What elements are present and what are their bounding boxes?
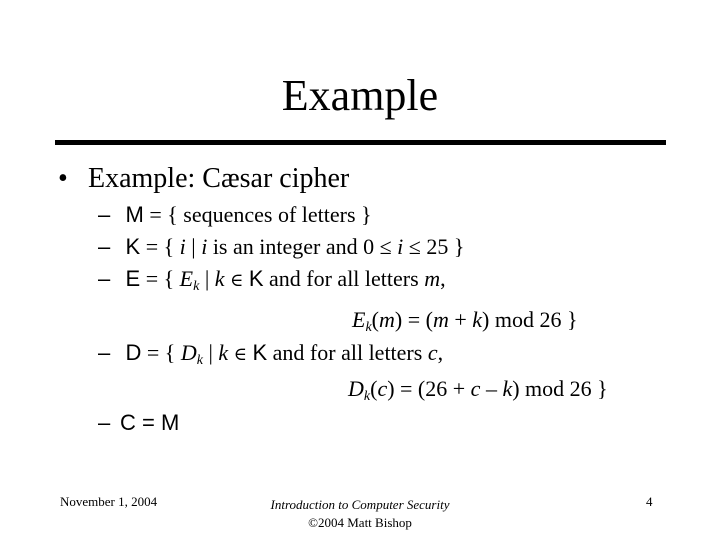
var-e: E xyxy=(352,307,366,332)
message-space-definition: = { sequences of letters } xyxy=(149,202,372,227)
text-segment: | xyxy=(204,266,210,291)
item-decryption xyxy=(98,338,443,370)
item-ciphertext-space xyxy=(98,408,179,438)
dash-glyph: – xyxy=(98,202,111,227)
text-segment: ) = (26 + xyxy=(387,376,466,401)
text-segment: and for all letters xyxy=(269,266,419,291)
var-m: m xyxy=(379,307,395,332)
var-k: k xyxy=(502,376,513,401)
text-segment: ≤ 25 } xyxy=(408,234,465,259)
symbol-m: M xyxy=(125,202,144,227)
var-c: c xyxy=(377,376,388,401)
var-e: E xyxy=(179,266,194,291)
item-encryption-formula xyxy=(352,305,578,335)
var-i: i xyxy=(397,234,404,259)
text-segment: | xyxy=(191,234,196,259)
symbol-k: K xyxy=(248,266,264,291)
text-segment: ) mod 26 } xyxy=(512,376,608,401)
var-i: i xyxy=(201,234,208,259)
footer-course: Introduction to Computer Security xyxy=(270,497,450,512)
var-i: i xyxy=(179,234,186,259)
var-k: k xyxy=(218,340,229,365)
text-segment: | xyxy=(208,340,213,365)
subscript-k: k xyxy=(196,353,203,368)
subscript-k: k xyxy=(363,389,371,404)
text-segment: ( xyxy=(370,376,378,401)
text-segment: is an integer and 0 ≤ xyxy=(212,234,392,259)
subscript-k: k xyxy=(365,320,372,335)
text-segment: ( xyxy=(371,307,379,332)
item-key-space xyxy=(98,232,464,262)
main-bullet xyxy=(58,162,349,196)
dash-glyph: – xyxy=(98,340,111,365)
footer-center xyxy=(210,496,510,532)
text-segment: = { xyxy=(145,234,175,259)
bullet-dot: • xyxy=(58,163,68,194)
symbol-k: K xyxy=(125,234,141,259)
element-of-symbol: ∈ xyxy=(230,270,244,291)
footer-date: November 1, 2004 xyxy=(60,494,158,509)
subscript-k: k xyxy=(193,279,200,294)
text-segment: = { xyxy=(146,340,176,365)
item-encryption xyxy=(98,264,446,296)
text-segment: , xyxy=(437,340,444,365)
footer-copyright: ©2004 Matt Bishop xyxy=(308,515,412,530)
text-segment: = { xyxy=(145,266,175,291)
text-segment: – xyxy=(485,376,497,401)
slide-title: Example xyxy=(281,71,439,120)
element-of-symbol: ∈ xyxy=(233,344,247,365)
symbol-e: E xyxy=(125,266,141,291)
title-divider xyxy=(55,140,666,145)
text-segment: and for all letters xyxy=(272,340,423,365)
var-c: c xyxy=(427,340,438,365)
ciphertext-space-definition: C = M xyxy=(120,410,180,435)
symbol-k: K xyxy=(252,340,268,365)
var-d: D xyxy=(348,376,364,401)
var-d: D xyxy=(180,340,197,365)
dash-glyph: – xyxy=(98,266,111,291)
text-segment: ) mod 26 } xyxy=(482,307,578,332)
symbol-d: D xyxy=(125,340,142,365)
text-segment: + xyxy=(454,307,467,332)
var-m: m xyxy=(424,266,441,291)
main-bullet-text: Example: Cæsar cipher xyxy=(88,163,350,194)
item-message-space xyxy=(98,200,372,230)
dash-glyph: – xyxy=(98,234,111,259)
var-m: m xyxy=(432,307,449,332)
var-k: k xyxy=(472,307,483,332)
text-segment: , xyxy=(440,266,446,291)
dash-glyph: – xyxy=(98,410,111,435)
text-segment: ) = ( xyxy=(394,307,433,332)
var-k: k xyxy=(214,266,225,291)
page-number: 4 xyxy=(646,494,653,509)
var-c: c xyxy=(470,376,481,401)
item-decryption-formula xyxy=(348,374,608,404)
